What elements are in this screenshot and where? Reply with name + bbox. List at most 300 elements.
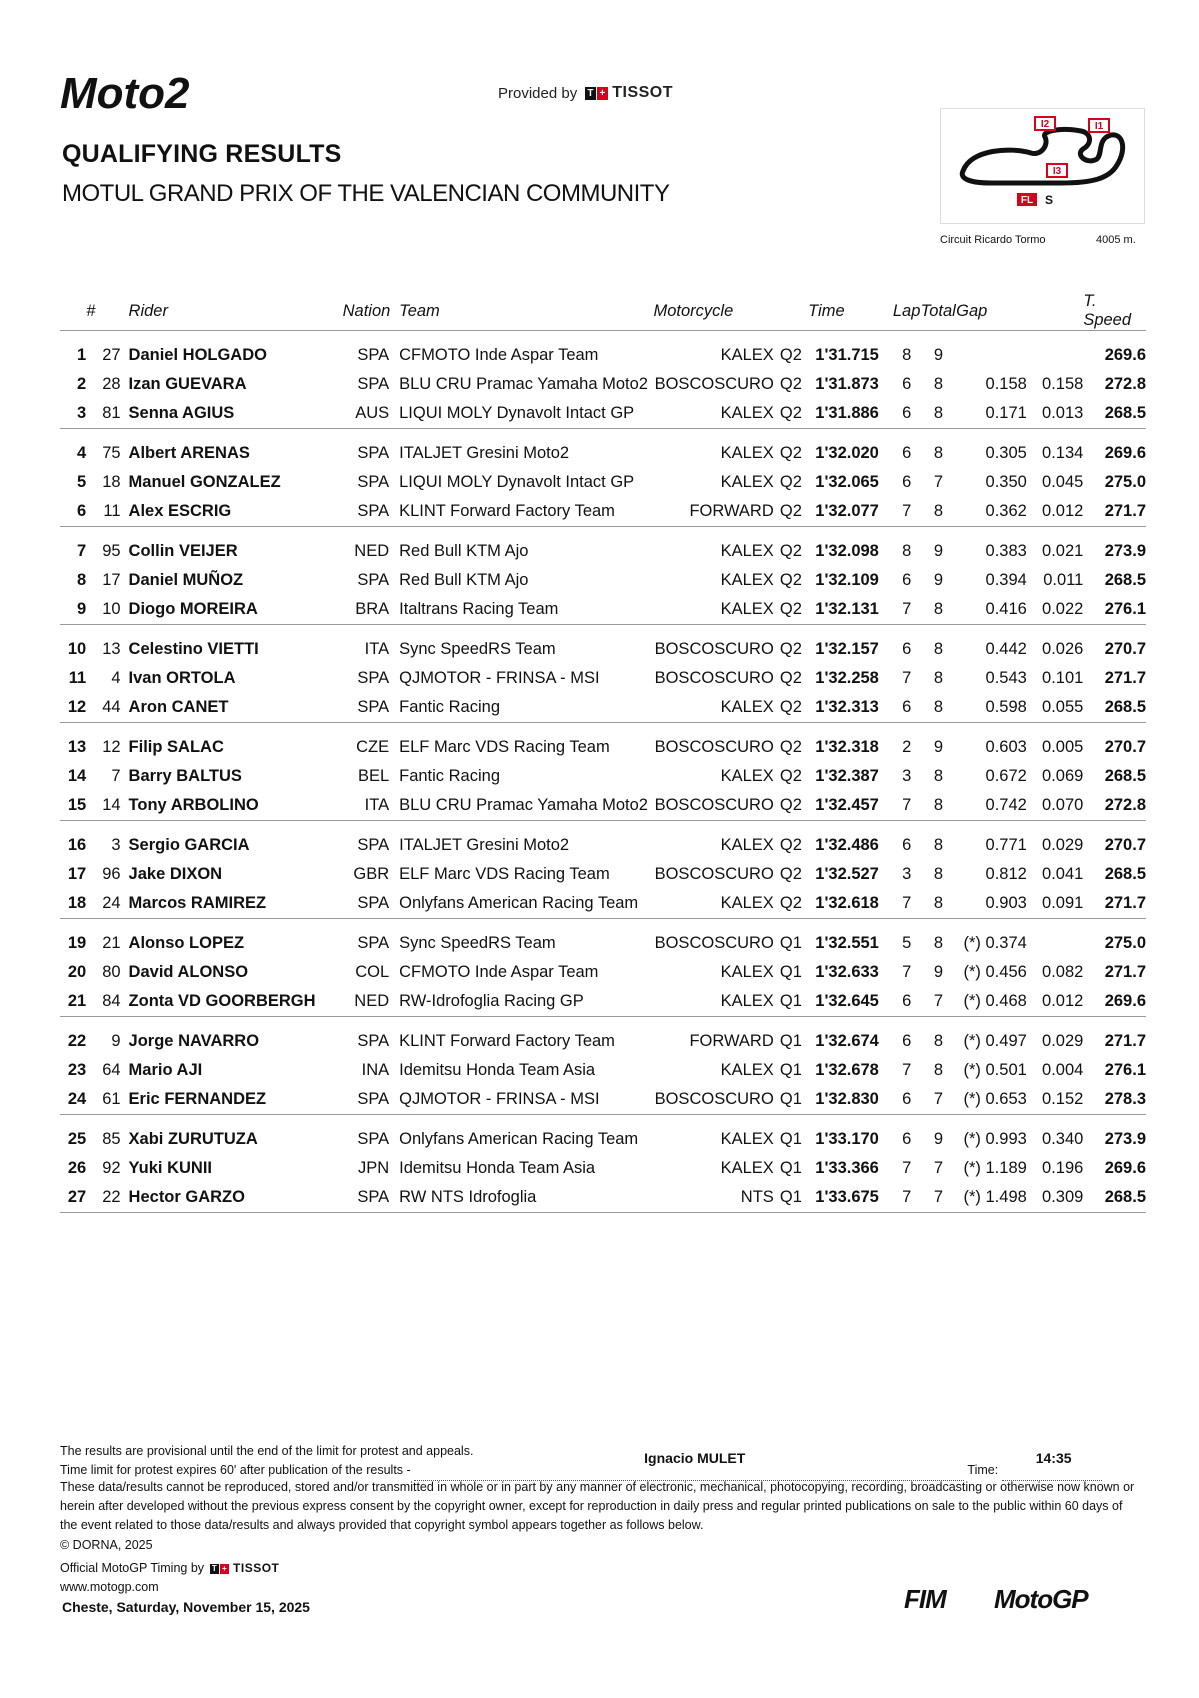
cell-team: ITALJET Gresini Moto2: [399, 836, 570, 854]
cell-q: Q1: [779, 1159, 802, 1177]
table-row: [60, 331, 1146, 371]
results-body: [60, 331, 1146, 1213]
cell-total: 8: [933, 865, 943, 883]
cell-num: 7: [111, 767, 121, 785]
cell-bike: BOSCOSCURO: [654, 865, 774, 883]
table-row: [60, 723, 1146, 763]
cell-team: BLU CRU Pramac Yamaha Moto2: [399, 375, 648, 393]
website-link[interactable]: www.motogp.com: [60, 1580, 159, 1594]
cell-gap: (*) 0.456: [963, 963, 1027, 981]
cell-time: 1'31.873: [815, 375, 879, 393]
cell-rider: Barry BALTUS: [128, 767, 242, 785]
cell-q: Q2: [779, 346, 802, 364]
cell-pos: 7: [77, 542, 87, 560]
cell-lap: 6: [893, 693, 921, 723]
table-row: [60, 625, 1146, 665]
cell-num: 11: [86, 497, 120, 527]
cell-bike: KALEX: [653, 889, 773, 919]
cell-time: 1'32.077: [808, 497, 893, 527]
cell-num: 14: [86, 791, 120, 821]
col-gap-prev: [1027, 292, 1084, 331]
cell-num: 13: [102, 640, 121, 658]
cell-nation: INA: [361, 1061, 390, 1079]
cell-rider: David ALONSO: [128, 963, 249, 981]
cell-q: Q2: [779, 473, 802, 491]
cell-total: 9: [933, 1130, 943, 1148]
cell-team: LIQUI MOLY Dynavolt Intact GP: [399, 473, 635, 491]
cell-pos: 1: [77, 346, 87, 364]
cell-team: KLINT Forward Factory Team: [399, 1032, 615, 1050]
cell-q: Q2: [779, 767, 802, 785]
cell-pos: 15: [60, 791, 86, 821]
cell-team: QJMOTOR - FRINSA - MSI: [399, 1085, 653, 1115]
cell-gap: 0.812: [985, 865, 1027, 883]
cell-gap2: [1027, 331, 1084, 371]
provided-by-label: Provided by: [498, 84, 578, 102]
cell-gap2: 0.011: [1043, 571, 1084, 589]
cell-rider: Izan GUEVARA: [128, 375, 247, 393]
cell-speed: 268.5: [1104, 571, 1146, 589]
cell-pos: 4: [77, 444, 87, 462]
col-pos: [60, 292, 86, 331]
cell-gap2: 0.101: [1042, 669, 1084, 687]
cell-nation: SPA: [343, 1085, 400, 1115]
cell-rider: Aron CANET: [121, 693, 343, 723]
cell-team: Onlyfans American Racing Team: [399, 1130, 639, 1148]
cell-time: 1'31.715: [815, 346, 879, 364]
cell-gap: 0.350: [985, 473, 1027, 491]
cell-speed: 271.7: [1104, 963, 1146, 981]
cell-time: 1'32.258: [815, 669, 879, 687]
cell-num: 22: [86, 1183, 120, 1213]
cell-gap2: 0.012: [1027, 987, 1084, 1017]
cell-time: 1'32.633: [815, 963, 879, 981]
cell-gap: 0.394: [985, 571, 1027, 589]
cell-rider: Eric FERNANDEZ: [121, 1085, 343, 1115]
cell-gap: 0.543: [985, 669, 1027, 687]
cell-gap2: 0.340: [1042, 1130, 1084, 1148]
table-row: [60, 1017, 1146, 1057]
cell-total: 7: [921, 987, 957, 1017]
results-table: [60, 292, 1146, 1213]
cell-rider: Manuel GONZALEZ: [128, 473, 281, 491]
cell-q: Q2: [779, 738, 802, 756]
cell-q: Q2: [779, 669, 802, 687]
table-row: [60, 821, 1146, 861]
cell-lap: 6: [902, 640, 912, 658]
cell-pos: 23: [67, 1061, 87, 1079]
cell-num: 3: [111, 836, 121, 854]
table-row: [60, 958, 1146, 987]
cell-total: 8: [933, 1032, 943, 1050]
provided-by: [498, 84, 673, 102]
cell-rider: Tony ARBOLINO: [121, 791, 343, 821]
timing-tissot-cross-icon: T +: [211, 1563, 228, 1573]
cell-team: Red Bull KTM Ajo: [399, 571, 529, 589]
cell-rider: Yuki KUNII: [128, 1159, 212, 1177]
cell-num: 95: [102, 542, 121, 560]
cell-rider: Albert ARENAS: [128, 444, 250, 462]
provisional-note: The results are provisional until the end of the limit for protest and appeals.: [60, 1444, 474, 1458]
cell-speed: 268.5: [1083, 399, 1146, 429]
cell-gap2: 0.045: [1042, 473, 1084, 491]
cell-speed: 269.6: [1104, 346, 1146, 364]
cell-bike: KALEX: [653, 595, 773, 625]
cell-bike: KALEX: [653, 693, 773, 723]
cell-speed: 269.6: [1083, 987, 1146, 1017]
marker-i1-label: I1: [1094, 121, 1104, 132]
table-row: [60, 1183, 1146, 1213]
timing-sponsor: TISSOT: [233, 1561, 280, 1575]
cell-gap2: 0.070: [1027, 791, 1084, 821]
cell-total: 8: [933, 1061, 943, 1079]
cell-speed: 273.9: [1104, 542, 1146, 560]
cell-pos: 21: [60, 987, 86, 1017]
col-lap: Lap: [893, 292, 921, 331]
cell-speed: 269.6: [1104, 444, 1146, 462]
cell-rider: Filip SALAC: [128, 738, 224, 756]
cell-gap2: 0.012: [1027, 497, 1084, 527]
cell-bike: KALEX: [720, 473, 774, 491]
cell-pos: 19: [67, 934, 87, 952]
cell-rider: Jorge NAVARRO: [128, 1032, 260, 1050]
cell-lap: 7: [893, 497, 921, 527]
cell-time: 1'32.109: [815, 571, 879, 589]
cell-gap: 0.672: [985, 767, 1027, 785]
table-row: [60, 1085, 1146, 1115]
cell-lap: 6: [902, 1130, 912, 1148]
cell-rider: Marcos RAMIREZ: [121, 889, 343, 919]
cell-num: 21: [102, 934, 121, 952]
cell-gap2: 0.029: [1042, 836, 1084, 854]
col-session: [774, 292, 808, 331]
cell-total: 7: [933, 473, 943, 491]
cell-num: 96: [102, 865, 121, 883]
cell-total: 7: [921, 1183, 957, 1213]
cell-bike: KALEX: [720, 444, 774, 462]
official-name: Ignacio MULET: [644, 1450, 746, 1466]
cell-q: Q1: [779, 934, 802, 952]
cell-lap: 5: [902, 934, 912, 952]
cell-nation: NED: [354, 542, 390, 560]
table-row: [60, 919, 1146, 959]
cell-time: 1'32.551: [815, 934, 879, 952]
table-row: [60, 429, 1146, 469]
cell-rider: Diogo MOREIRA: [121, 595, 343, 625]
cell-speed: 276.1: [1104, 1061, 1146, 1079]
cell-bike: KALEX: [720, 1159, 774, 1177]
cell-total: 8: [933, 640, 943, 658]
cell-time: 1'32.457: [808, 791, 893, 821]
cell-gap: (*) 0.374: [963, 934, 1027, 952]
cell-bike: NTS: [653, 1183, 773, 1213]
cell-pos: 24: [60, 1085, 86, 1115]
cell-gap2: 0.069: [1042, 767, 1084, 785]
table-row: [60, 370, 1146, 399]
cell-bike: BOSCOSCURO: [654, 375, 774, 393]
marker-fl-label: FL: [1020, 195, 1034, 206]
cell-total: 9: [933, 346, 943, 364]
cell-gap: (*) 1.498: [956, 1183, 1027, 1213]
cell-q: Q1: [774, 1183, 808, 1213]
cell-rider: Alex ESCRIG: [121, 497, 343, 527]
cell-pos: 22: [67, 1032, 87, 1050]
cell-lap: 2: [902, 738, 912, 756]
cell-bike: KALEX: [720, 571, 774, 589]
cell-speed: 271.7: [1083, 889, 1146, 919]
cell-lap: 8: [902, 542, 912, 560]
cell-gap2: 0.134: [1042, 444, 1084, 462]
cell-nation: SPA: [357, 934, 390, 952]
cell-rider: Jake DIXON: [128, 865, 223, 883]
cell-time: 1'32.098: [815, 542, 879, 560]
table-row: [60, 987, 1146, 1017]
cell-q: Q1: [779, 1130, 802, 1148]
cell-total: 7: [921, 1085, 957, 1115]
cell-bike: BOSCOSCURO: [653, 1085, 773, 1115]
fim-logo: FIM: [904, 1584, 946, 1614]
cell-gap2: 0.158: [1042, 375, 1084, 393]
cell-rider: Mario AJI: [128, 1061, 203, 1079]
cell-q: Q2: [779, 836, 802, 854]
time-value: 14:35: [1035, 1450, 1072, 1466]
cell-pos: 14: [67, 767, 87, 785]
cell-rider: Alonso LOPEZ: [128, 934, 245, 952]
cell-team: LIQUI MOLY Dynavolt Intact GP: [399, 399, 653, 429]
cell-time: 1'32.387: [815, 767, 879, 785]
cell-nation: SPA: [343, 889, 400, 919]
cell-gap2: 0.196: [1042, 1159, 1084, 1177]
cell-gap: 0.442: [985, 640, 1027, 658]
timing-tissot-logo: [210, 1559, 279, 1578]
timing-label: Official MotoGP Timing by: [60, 1561, 205, 1575]
cell-bike: FORWARD: [653, 497, 773, 527]
cell-team: CFMOTO Inde Aspar Team: [399, 346, 599, 364]
cell-q: Q2: [774, 693, 808, 723]
cell-pos: 27: [60, 1183, 86, 1213]
cell-nation: SPA: [343, 1183, 400, 1213]
cell-pos: 3: [60, 399, 86, 429]
circuit-map: [940, 108, 1145, 224]
cell-lap: 3: [902, 865, 912, 883]
cell-lap: 6: [902, 444, 912, 462]
cell-gap: [956, 331, 1027, 371]
table-row: [60, 762, 1146, 791]
cell-bike: KALEX: [653, 399, 773, 429]
cell-time: 1'33.366: [815, 1159, 879, 1177]
table-row: [60, 1056, 1146, 1085]
cell-q: Q2: [774, 889, 808, 919]
cell-team: Red Bull KTM Ajo: [399, 542, 529, 560]
col-gap: Gap: [956, 292, 1027, 331]
cell-time: 1'32.065: [815, 473, 879, 491]
col-time: Time: [808, 292, 893, 331]
cell-bike: KALEX: [720, 836, 774, 854]
cell-time: 1'32.645: [808, 987, 893, 1017]
cell-time: 1'32.486: [815, 836, 879, 854]
table-row: [60, 527, 1146, 567]
cell-total: 8: [933, 669, 943, 687]
location-date: Cheste, Saturday, November 15, 2025: [62, 1599, 310, 1615]
cell-num: 4: [111, 669, 121, 687]
cell-speed: 270.7: [1104, 738, 1146, 756]
cell-team: Idemitsu Honda Team Asia: [399, 1061, 596, 1079]
cell-speed: 272.8: [1083, 791, 1146, 821]
table-row: [60, 1115, 1146, 1155]
cell-gap2: 0.309: [1027, 1183, 1084, 1213]
cell-num: 28: [102, 375, 121, 393]
circuit-name: Circuit Ricardo Tormo: [940, 234, 1046, 246]
cell-num: 81: [86, 399, 120, 429]
cell-bike: BOSCOSCURO: [653, 791, 773, 821]
cell-lap: 8: [902, 346, 912, 364]
official-timing: [60, 1559, 279, 1578]
cell-team: CFMOTO Inde Aspar Team: [399, 963, 599, 981]
cell-gap2: 0.055: [1027, 693, 1084, 723]
cell-nation: SPA: [343, 693, 400, 723]
cell-pos: 13: [67, 738, 87, 756]
page-title: QUALIFYING RESULTS: [62, 140, 342, 168]
cell-total: 9: [933, 571, 943, 589]
cell-gap: 0.903: [956, 889, 1027, 919]
cell-pos: 9: [60, 595, 86, 625]
cell-nation: SPA: [343, 497, 400, 527]
cell-speed: 273.9: [1104, 1130, 1146, 1148]
cell-pos: 25: [67, 1130, 87, 1148]
cell-lap: 7: [902, 1061, 912, 1079]
cell-gap2: 0.026: [1042, 640, 1084, 658]
cell-lap: 6: [893, 1085, 921, 1115]
cell-gap: 0.598: [956, 693, 1027, 723]
col-total: Total: [921, 292, 957, 331]
cell-lap: 7: [902, 1159, 912, 1177]
cell-time: 1'32.527: [815, 865, 879, 883]
col-rider: Rider: [121, 292, 343, 331]
col-nation: Nation: [343, 292, 400, 331]
table-row: [60, 664, 1146, 693]
cell-nation: CZE: [356, 738, 390, 756]
cell-gap2: 0.091: [1027, 889, 1084, 919]
cell-q: Q1: [774, 987, 808, 1017]
cell-pos: 20: [67, 963, 87, 981]
cell-team: RW-Idrofoglia Racing GP: [399, 987, 653, 1017]
cell-nation: BRA: [343, 595, 400, 625]
cell-gap2: 0.022: [1027, 595, 1084, 625]
cell-q: Q2: [779, 375, 802, 393]
cell-time: 1'32.674: [815, 1032, 879, 1050]
cell-num: 17: [102, 571, 121, 589]
cell-rider: Celestino VIETTI: [128, 640, 259, 658]
cell-time: 1'33.170: [815, 1130, 879, 1148]
col-team: Team: [399, 292, 653, 331]
cell-bike: BOSCOSCURO: [654, 669, 774, 687]
cell-num: 24: [86, 889, 120, 919]
dorna-copyright: © DORNA, 2025: [60, 1538, 153, 1552]
cell-bike: KALEX: [720, 1130, 774, 1148]
cell-speed: 272.8: [1104, 375, 1146, 393]
cell-gap: 0.383: [985, 542, 1027, 560]
cell-speed: 268.5: [1083, 693, 1146, 723]
cell-nation: SPA: [357, 444, 390, 462]
cell-speed: 271.7: [1104, 1032, 1146, 1050]
table-row: [60, 791, 1146, 821]
table-row: [60, 889, 1146, 919]
cell-speed: 271.7: [1083, 497, 1146, 527]
cell-bike: BOSCOSCURO: [654, 640, 774, 658]
cell-speed: 269.6: [1104, 1159, 1146, 1177]
cell-gap: 0.171: [956, 399, 1027, 429]
cell-team: Sync SpeedRS Team: [399, 934, 556, 952]
cell-q: Q2: [779, 865, 802, 883]
cell-speed: 270.7: [1104, 640, 1146, 658]
cell-pos: 6: [60, 497, 86, 527]
circuit-length: 4005 m.: [1096, 234, 1136, 246]
table-row: [60, 1154, 1146, 1183]
cell-speed: 275.0: [1104, 473, 1146, 491]
cell-pos: 17: [67, 865, 87, 883]
cell-gap: 0.416: [956, 595, 1027, 625]
cell-gap2: [1027, 919, 1084, 959]
cell-gap: 0.742: [956, 791, 1027, 821]
cell-total: 8: [921, 693, 957, 723]
cell-pos: 18: [60, 889, 86, 919]
cell-total: 8: [921, 889, 957, 919]
tissot-name: TISSOT: [612, 84, 673, 101]
cell-speed: 278.3: [1083, 1085, 1146, 1115]
cell-total: 8: [921, 595, 957, 625]
cell-time: 1'31.886: [808, 399, 893, 429]
cell-lap: 6: [893, 987, 921, 1017]
cell-time: 1'32.020: [815, 444, 879, 462]
cell-team: ELF Marc VDS Racing Team: [399, 865, 610, 883]
cell-num: 64: [102, 1061, 121, 1079]
cell-pos: 2: [77, 375, 87, 393]
cell-time: 1'32.318: [815, 738, 879, 756]
cell-lap: 7: [893, 889, 921, 919]
cell-gap2: 0.152: [1027, 1085, 1084, 1115]
cell-nation: ITA: [364, 640, 390, 658]
cell-team: ELF Marc VDS Racing Team: [399, 738, 610, 756]
cell-pos: 5: [77, 473, 87, 491]
cell-pos: 12: [60, 693, 86, 723]
cell-gap: (*) 0.468: [956, 987, 1027, 1017]
cell-speed: 271.7: [1104, 669, 1146, 687]
cell-gap2: 0.004: [1042, 1061, 1084, 1079]
cell-num: 84: [86, 987, 120, 1017]
copyright-notice: These data/results cannot be reproduced, stored and/or transmitted in whole or in part by any manner of electronic, mechanical, photocopying, recording, broadcasting or otherwise now known or herein after developed without the previous express consent by the copyright owner, except for reproduction in daily press and regular printed publications on sale to the public within 60 days of the event related to those data/results and always provided that copyright symbol appears together as follows below.: [60, 1480, 1135, 1532]
cell-num: 61: [86, 1085, 120, 1115]
cell-rider: Hector GARZO: [121, 1183, 343, 1213]
cell-team: RW NTS Idrofoglia: [399, 1183, 653, 1213]
cell-lap: 6: [902, 836, 912, 854]
cell-speed: 270.7: [1104, 836, 1146, 854]
cell-lap: 6: [893, 399, 921, 429]
cell-bike: KALEX: [720, 767, 774, 785]
cell-gap: (*) 0.497: [963, 1032, 1027, 1050]
cell-gap: (*) 1.189: [963, 1159, 1027, 1177]
cell-nation: ITA: [343, 791, 400, 821]
cell-lap: 6: [902, 473, 912, 491]
cell-num: 85: [102, 1130, 121, 1148]
cell-gap2: 0.005: [1042, 738, 1084, 756]
cell-nation: GBR: [353, 865, 390, 883]
cell-gap: (*) 0.653: [956, 1085, 1027, 1115]
event-name: MOTUL GRAND PRIX OF THE VALENCIAN COMMUNITY: [62, 180, 670, 207]
cell-bike: KALEX: [720, 963, 774, 981]
cell-rider: Zonta VD GOORBERGH: [121, 987, 343, 1017]
cell-speed: 268.5: [1104, 865, 1146, 883]
cell-gap: 0.771: [985, 836, 1027, 854]
